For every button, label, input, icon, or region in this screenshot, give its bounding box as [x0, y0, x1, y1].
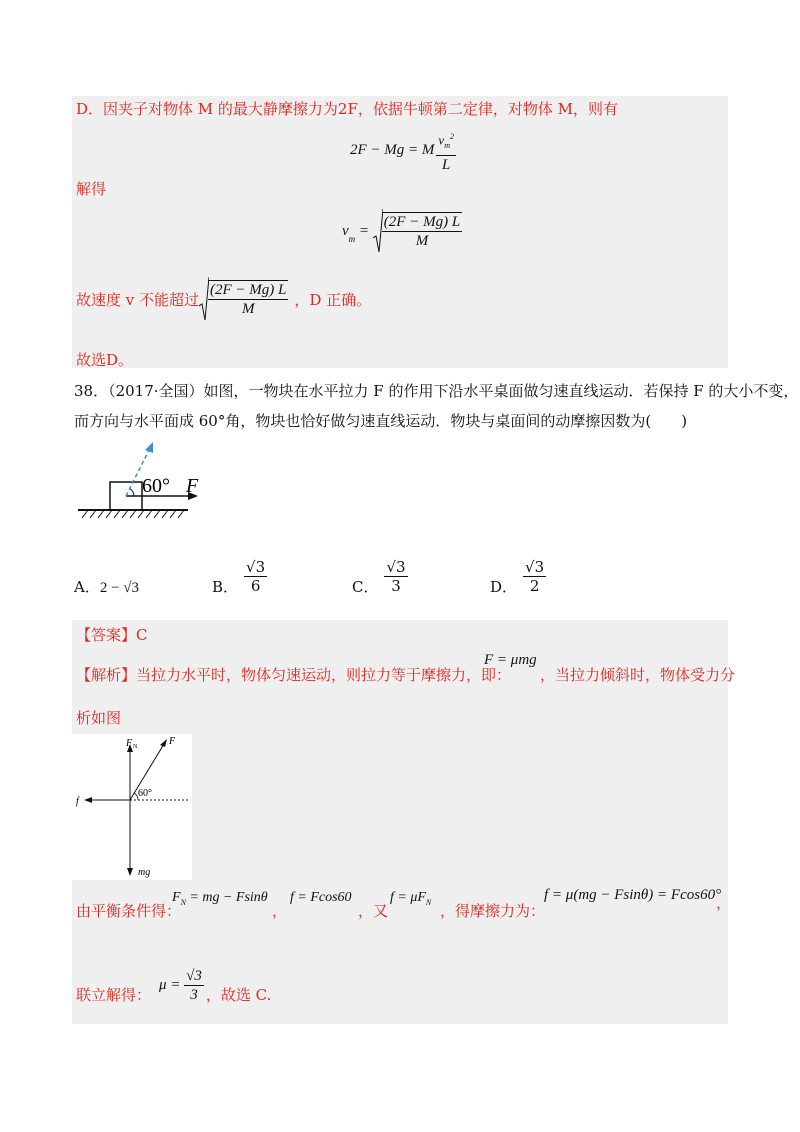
- eq2-rest: = mg − Fsinθ: [185, 890, 268, 905]
- analysis-label: 【解析】: [76, 666, 137, 684]
- option-b-num: √3: [246, 558, 266, 576]
- question-line-2: 而方向与水平面成 60°角，物块也恰好做匀速直线运动．物块与桌面间的动摩擦因数为( ): [74, 412, 688, 430]
- equation-num-sup: 2: [449, 132, 454, 141]
- option-c-den: 3: [391, 577, 401, 595]
- figure-force-label: F: [186, 475, 199, 497]
- conclusion-prefix: 故速度 v 不能超过: [76, 290, 200, 309]
- conclusion-den: M: [241, 301, 255, 317]
- force-diagram: [72, 734, 192, 880]
- figure-angle-label: 60°: [142, 475, 170, 497]
- answer-label: 【答案】: [76, 626, 137, 644]
- option-a: [74, 576, 139, 597]
- vm-num: (2F − Mg) L: [383, 214, 461, 230]
- option-a-letter: A．: [74, 578, 100, 596]
- eq2-sub: N: [180, 897, 186, 907]
- diagram-angle-label: 60°: [138, 788, 152, 799]
- eq4-main: f = μF: [390, 890, 426, 905]
- final-text: ，故选 C.: [205, 986, 272, 1004]
- balance-eq-3: f = Fcos60: [290, 890, 352, 905]
- diagram-weight-label: mg: [138, 867, 151, 878]
- option-b-letter: B．: [212, 578, 239, 596]
- solution-d-statement: D．因夹子对物体 M 的最大静摩擦力为2F，依据牛顿第二定律，对物体 M，则有: [76, 100, 619, 118]
- analysis-text-2: ，当拉力倾斜时，物体受力分: [540, 666, 736, 684]
- select-d: 故选D。: [76, 351, 134, 369]
- question-line-1: 38．（2017·全国）如图，一物块在水平拉力 F 的作用下沿水平桌面做匀速直线运动．若保持 F 的大小不变，: [74, 382, 799, 400]
- mu-num: √3: [186, 968, 202, 984]
- option-d-den: 2: [529, 577, 540, 595]
- vm-sub: m: [348, 234, 356, 244]
- final-line: [76, 966, 271, 1005]
- analysis-line-1: [76, 665, 511, 685]
- option-d-num: √3: [525, 558, 545, 576]
- equation-num: v: [438, 132, 445, 148]
- conclusion-suffix: ，D 正确。: [294, 290, 372, 309]
- answer-line: [76, 625, 148, 645]
- conclusion-line: [76, 276, 371, 322]
- vm-den: M: [415, 233, 429, 249]
- balance-label: 由平衡条件得：: [76, 902, 182, 920]
- conclusion-num: (2F − Mg) L: [210, 282, 287, 298]
- balance-eq-5: f = μ(mg − Fsinθ) = Fcos60°: [544, 887, 722, 903]
- eq2-f: F: [172, 890, 181, 905]
- balance-eq-2: [172, 890, 268, 907]
- equation-newton: [350, 128, 456, 174]
- joint-label: 联立解得：: [76, 986, 152, 1004]
- solve-label: 解得: [76, 180, 107, 198]
- diagram-friction-label: f: [76, 796, 79, 807]
- mu-den: 3: [190, 987, 198, 1003]
- analysis-eq-1: F = μmg: [484, 652, 537, 668]
- eq4-sub: N: [425, 897, 432, 907]
- option-c-letter: C．: [352, 578, 379, 596]
- sep-4: ，: [716, 894, 732, 912]
- analysis-text-3: 析如图: [76, 709, 122, 727]
- option-d: [490, 556, 546, 597]
- analysis-text-1: 当拉力水平时，物体匀速运动，则拉力等于摩擦力，即：: [136, 666, 512, 684]
- option-a-value: 2 − √3: [99, 580, 140, 596]
- option-b-den: 6: [250, 577, 261, 595]
- diagram-f-label: F: [169, 736, 176, 747]
- balance-eq-4: [390, 890, 431, 907]
- mu-lhs: μ =: [159, 977, 185, 993]
- sep-1: ，: [272, 902, 288, 920]
- equation-lhs: 2F − Mg = M: [350, 142, 435, 159]
- question-figure: [74, 436, 204, 526]
- diagram-fn-sub: N: [133, 744, 138, 750]
- vm-equation: [342, 208, 462, 254]
- option-c-num: √3: [386, 558, 406, 576]
- option-d-letter: D．: [490, 578, 518, 596]
- option-c: [352, 556, 408, 597]
- option-b: [212, 556, 267, 597]
- vm-eq: =: [355, 222, 373, 239]
- sep-3: ，得摩擦力为：: [440, 902, 546, 920]
- equation-den: L: [442, 156, 451, 173]
- sep-2: ，又: [358, 902, 389, 920]
- vm-lhs: v: [342, 222, 349, 239]
- answer-value: C: [136, 626, 148, 644]
- diagram-fn-label: F: [126, 738, 133, 749]
- equation-num-sub: m: [444, 140, 450, 150]
